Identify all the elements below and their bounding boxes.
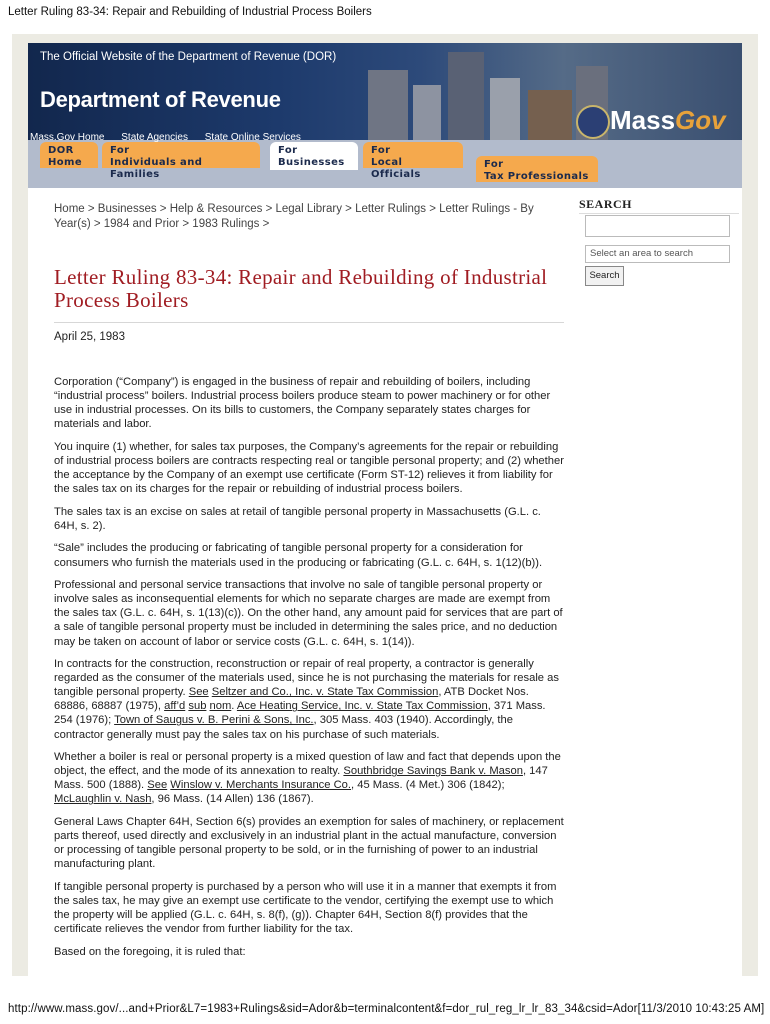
tab-label: For <box>278 145 298 156</box>
body-text-run: . <box>231 700 237 713</box>
body-paragraph: You inquire (1) whether, for sales tax purposes, the Company’s agreements for the repair or rebuilding of industrial process boilers are contracts respecting real or tangible personal property; and (2) whether the acceptance by the Company of an exempt use certificate (Form ST-12) relieves it from liability for the sales tax on its charges for the repair or rebuilding of industrial process boilers. <box>54 440 564 496</box>
page-title: Letter Ruling 83-34: Repair and Rebuilding of Industrial Process Boilers <box>54 265 548 312</box>
tab-label: Tax Professionals <box>484 171 589 182</box>
tab-tax-professionals[interactable] <box>476 156 598 182</box>
tab-label: Businesses <box>278 157 345 168</box>
search-area-select[interactable]: Select an area to search <box>585 245 730 263</box>
search-heading: SEARCH <box>579 197 633 211</box>
nom-link[interactable]: nom <box>209 700 232 713</box>
tab-label: For <box>484 159 504 170</box>
body-paragraph <box>54 657 564 742</box>
tab-label: For <box>371 145 391 156</box>
ruling-body <box>54 375 564 967</box>
tab-label: Home <box>48 157 83 168</box>
body-text-run: In contracts for the construction, reconstruction or repair of real property, a contractor is generally regarded as the consumer of the materials used, since he is not purchasing the materials for resale as tangible personal property. <box>54 658 559 699</box>
case-link-town-of-saugus[interactable]: Town of Saugus v. B. Perini & Sons, Inc. <box>114 714 314 727</box>
case-link-ace-heating[interactable]: Ace Heating Service, Inc. v. State Tax Commission <box>236 700 488 713</box>
util-link-mass-gov-home[interactable]: Mass.Gov Home <box>30 132 105 142</box>
tab-label: DOR <box>48 145 74 156</box>
body-text-run: , 96 Mass. (14 Allen) 136 (1867). <box>151 793 314 806</box>
skyline-building-image <box>528 90 572 140</box>
body-paragraph: Professional and personal service transactions that involve no sale of tangible personal property or involve sales as inconsequential elements for which no separate charges are made are exempt from the sales tax (G.L. c. 64H, s. 1(13)(c)). On the other hand, any amount paid for services that are part of a sale of tangible personal property must be included in determining the sales price, and no deduction may be taken on account of labor or service costs (G.L. c. 64H, s. 1(14)). <box>54 579 563 648</box>
breadcrumb[interactable] <box>54 202 554 232</box>
see-link[interactable]: See <box>188 686 209 699</box>
search-input[interactable] <box>585 215 730 237</box>
body-text-run: , 45 Mass. (4 Met.) 306 (1842); <box>351 779 505 792</box>
utility-links <box>30 132 315 142</box>
tab-local-officials[interactable] <box>363 142 463 180</box>
skyline-building-image <box>368 70 408 140</box>
site-header-banner <box>28 43 742 140</box>
print-page-title: Letter Ruling 83-34: Repair and Rebuilding of Industrial Process Boilers <box>8 6 372 18</box>
breadcrumb-line[interactable]: Home > Businesses > Help & Resources > Legal Library > Letter Rulings > Letter Rulings - By <box>54 203 534 215</box>
body-paragraph: If tangible personal property is purchased by a person who will use it in a manner that exempts it from the sales tax, he may give an exempt use certificate to the vendor, certifying the exempt use to which the property will be applied (G.L. c. 64H, s. 8(f), (g)). Chapter 64H, Section 8(f) provides that the certificate relieves the vendor from further liability for the tax. <box>54 880 557 936</box>
util-link-state-online-services[interactable]: State Online Services <box>204 132 301 142</box>
skyline-building-image <box>413 85 441 140</box>
body-paragraph: “Sale” includes the producing or fabricating of tangible personal property for a consideration for consumers who furnish the materials used in the producing or fabricating (G.L. c. 64H, s. 1(12)(b)). <box>54 542 543 569</box>
affd-link[interactable]: aff’d <box>164 700 186 713</box>
search-divider <box>579 213 739 214</box>
title-divider <box>54 322 564 323</box>
breadcrumb-line[interactable]: Year(s) > 1984 and Prior > 1983 Rulings > <box>54 218 270 230</box>
skyline-building-image <box>448 52 484 140</box>
case-link-mclaughlin[interactable]: McLaughlin v. Nash <box>54 793 152 806</box>
util-link-state-agencies[interactable]: State Agencies <box>121 132 188 142</box>
body-text-run: , ATB Docket Nos. 68886, 68887 (1975), <box>54 686 529 713</box>
tab-label: Local Officials <box>371 157 421 180</box>
body-paragraph: The sales tax is an excise on sales at retail of tangible personal property in Massachusetts (G.L. c. 64H, s. 2). <box>54 505 541 532</box>
tab-individuals-families[interactable] <box>102 142 260 180</box>
case-link-seltzer[interactable]: Seltzer and Co., Inc. v. State Tax Commission <box>211 686 439 699</box>
body-paragraph: Based on the foregoing, it is ruled that: <box>54 945 246 958</box>
body-text-run: , 147 Mass. 500 (1888). <box>54 765 548 792</box>
right-sidebar <box>570 188 742 976</box>
state-seal-icon <box>576 105 610 139</box>
body-text-run: , 305 Mass. 403 (1940). Accordingly, the contractor generally must pay the sales tax on his purchase of such materials. <box>54 714 513 741</box>
tab-businesses[interactable] <box>270 142 358 170</box>
tab-label: Individuals and Families <box>110 157 203 180</box>
ruling-date: April 25, 1983 <box>54 331 125 343</box>
mass-gov-logo[interactable]: MassGov <box>610 105 726 135</box>
search-button[interactable]: Search <box>585 266 624 286</box>
sub-link[interactable]: sub <box>188 700 207 713</box>
body-paragraph: General Laws Chapter 64H, Section 6(s) provides an exemption for sales of machinery, or replacement parts thereof, used directly and exclusively in an industrial plant in the actual manufacture, conversion or processing of tangible personal property to be sold, or in the furnishing of power to an industrial manufacturing plant. <box>54 816 564 871</box>
tab-dor-home[interactable] <box>40 142 98 168</box>
print-url-footer: http://www.mass.gov/...and+Prior&L7=1983+Rulings&sid=Ador&b=terminalcontent&f=dor_rul_reg_lr_lr_83_34&csid=Ador[11/3/2010 10:43:25 AM] <box>8 1003 765 1015</box>
body-paragraph: Corporation (“Company”) is engaged in the business of repair and rebuilding of boilers, including “industrial process” boilers. Industrial process boilers produce steam to power machinery or for other use in industrial processes. On its bills to customers, the Company separately states charges for materials and labor. <box>54 376 551 431</box>
tab-label: For <box>110 145 130 156</box>
site-name-logo[interactable]: Department of Revenue <box>40 87 281 112</box>
see-link[interactable]: See <box>147 779 168 792</box>
skyline-building-image <box>490 78 520 140</box>
body-text-run: Whether a boiler is real or personal property is a mixed question of law and fact that depends upon the object, the effect, and the mode of its annexation to realty. <box>54 751 561 778</box>
body-paragraph <box>54 750 564 806</box>
case-link-southbridge[interactable]: Southbridge Savings Bank v. Mason <box>343 765 523 778</box>
case-link-winslow[interactable]: Winslow v. Merchants Insurance Co. <box>170 779 352 792</box>
body-text-run: , 371 Mass. 254 (1976); <box>54 700 546 727</box>
site-tagline: The Official Website of the Department of Revenue (DOR) <box>40 51 337 63</box>
